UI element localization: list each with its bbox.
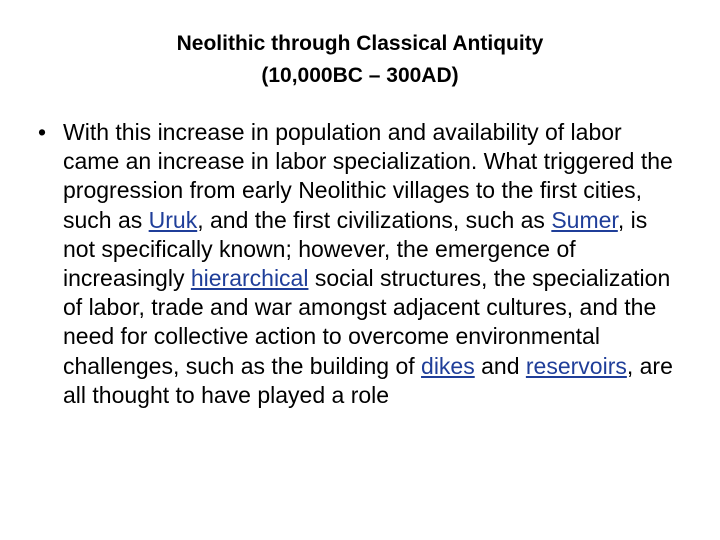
link-sumer[interactable]: Sumer [551, 206, 618, 233]
link-hierarchical[interactable]: hierarchical [190, 265, 309, 292]
link-dikes[interactable]: dikes [421, 352, 475, 379]
slide-title [60, 28, 660, 92]
paragraph-text: and [474, 352, 526, 379]
bullet-list [38, 118, 678, 410]
paragraph-text: , is not specifically known; however, the emergence of increasingly [63, 206, 648, 292]
paragraph-text: social structures, the specialization of labor, trade and war amongst adjacent cultures, and the need for collective action to overcome environmental challenges, such as the building of [63, 265, 671, 379]
link-reservoirs[interactable]: reservoirs [525, 352, 627, 379]
paragraph-text: With this increase in population and availability of labor came an increase in labor specialization. What triggered the progression from early Neolithic villages to the first cities, such as [63, 119, 673, 233]
paragraph-text: , and the first civilizations, such as [197, 206, 552, 233]
bullet-icon: • [38, 119, 47, 145]
bullet-paragraph [63, 118, 678, 410]
slide-title-line-2: (10,000BC – 300AD) [261, 64, 459, 87]
link-uruk[interactable]: Uruk [148, 206, 198, 233]
slide-title-line-1: Neolithic through Classical Antiquity [176, 32, 544, 55]
paragraph-text: , are all thought to have played a role [63, 352, 673, 408]
